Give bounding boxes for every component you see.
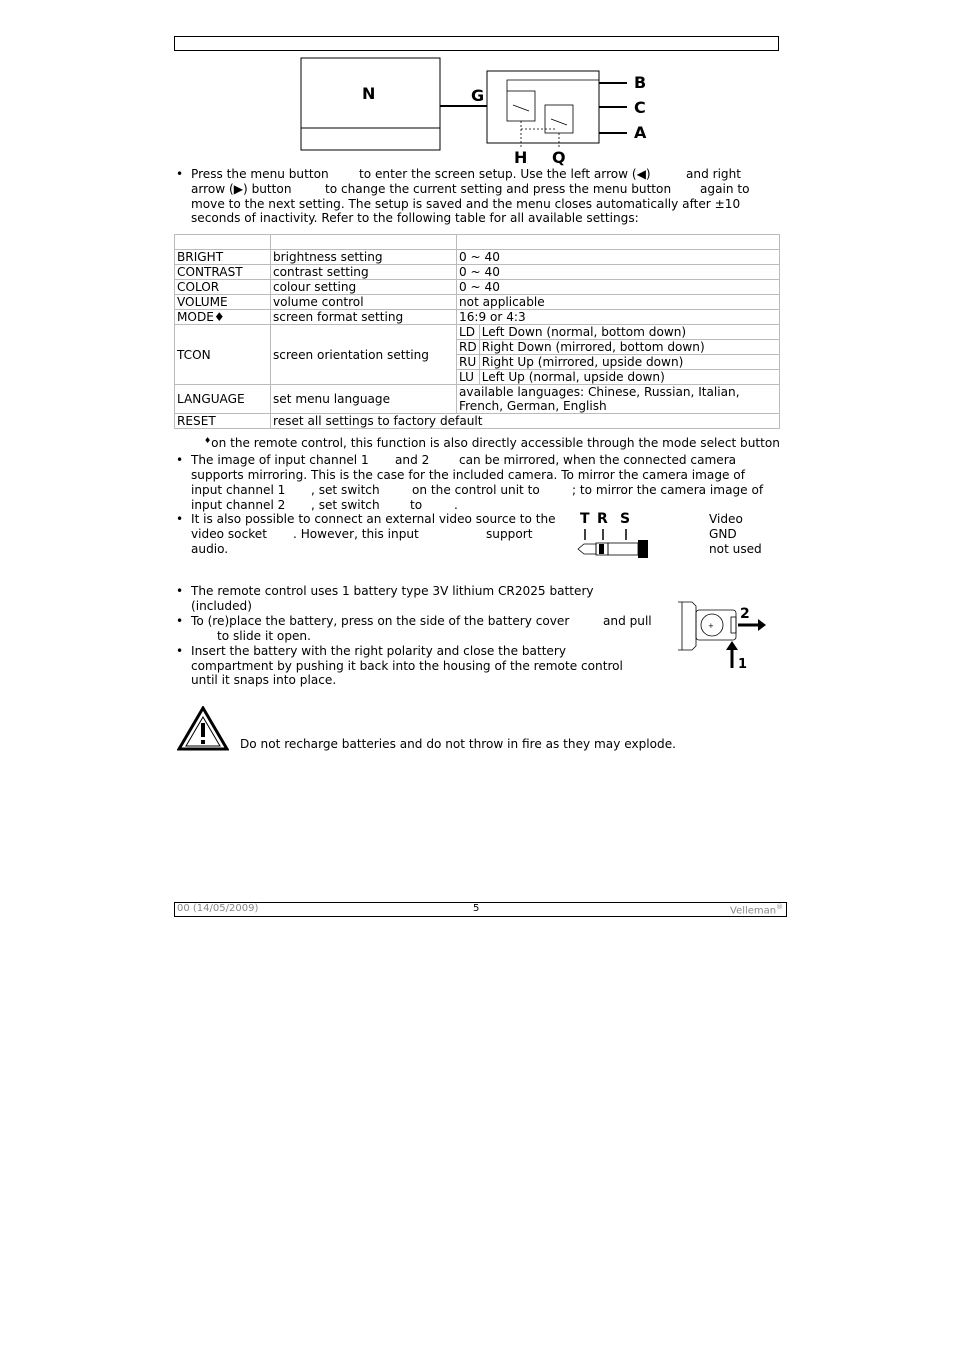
setting-desc: colour setting <box>271 280 457 295</box>
text-line: The image of input channel 1 <box>191 453 369 467</box>
text-line: video socket <box>191 527 267 541</box>
option-label: Right Up (mirrored, upside down) <box>479 355 779 370</box>
bullet: • <box>176 614 184 628</box>
setting-value <box>457 385 780 414</box>
setting-value: 0 ~ 40 <box>457 250 780 265</box>
bullet: • <box>176 167 184 181</box>
setting-name: TCON <box>175 325 271 385</box>
footer-version: 00 (14/05/2009) <box>177 903 259 914</box>
footer-brand <box>730 903 783 916</box>
text-line: on the control unit to <box>412 483 540 497</box>
text-line: The remote control uses 1 battery type 3V lithium CR2025 battery <box>191 584 594 598</box>
text-line: and right <box>686 167 742 181</box>
settings-table <box>174 234 780 429</box>
setting-desc: brightness setting <box>271 250 457 265</box>
text-line: ; to mirror the camera image of <box>572 483 764 497</box>
text-line: to <box>410 498 423 512</box>
text-line: support <box>486 527 533 541</box>
table-row <box>175 250 780 265</box>
setting-value: 16:9 or 4:3 <box>457 310 780 325</box>
jack-label-r: R <box>597 511 608 527</box>
inner-wire <box>507 80 599 91</box>
text-line: . <box>454 498 458 512</box>
header-cell <box>457 235 780 250</box>
registered-mark: ® <box>776 903 784 911</box>
setting-desc: volume control <box>271 295 457 310</box>
setting-desc: screen format setting <box>271 310 457 325</box>
diamond-mark: ♦ <box>204 436 212 445</box>
setting-name: VOLUME <box>175 295 271 310</box>
label-g: G <box>471 86 485 105</box>
text-line: To (re)place the battery, press on the side of the battery cover <box>191 614 570 628</box>
bullet: • <box>176 512 184 526</box>
remote-housing <box>678 602 696 650</box>
text-line: , set switch <box>311 483 380 497</box>
text-line: seconds of inactivity. Refer to the following table for all available settings: <box>191 211 639 225</box>
value-line: available languages: Chinese, Russian, Italian, <box>459 385 740 399</box>
text-line: to change the current setting and press the menu button <box>325 182 672 196</box>
setting-desc: screen orientation setting <box>271 325 457 385</box>
text-line: until it snaps into place. <box>191 673 337 687</box>
option-label: Left Down (normal, bottom down) <box>479 325 779 340</box>
setting-desc: reset all settings to factory default <box>271 414 780 429</box>
battery-figure <box>674 596 770 672</box>
label-c: C <box>634 98 646 117</box>
header-cell <box>175 235 271 250</box>
jack-handle <box>638 540 648 558</box>
setting-name: LANGUAGE <box>175 385 271 414</box>
text-line: and 2 <box>395 453 430 467</box>
table-row <box>175 265 780 280</box>
switch-q-lever <box>551 119 567 125</box>
brand-name: Velleman <box>730 905 777 917</box>
setting-desc: contrast setting <box>271 265 457 280</box>
text-line: move to the next setting. The setup is saved and the menu closes automatically after ±10 <box>191 197 741 211</box>
text-line: input channel 1 <box>191 483 286 497</box>
table-row <box>175 414 780 429</box>
plus-sign: + <box>708 622 714 630</box>
jack-ring-band <box>599 544 604 554</box>
setting-desc: set menu language <box>271 385 457 414</box>
option-code: LD <box>457 325 480 340</box>
text-line: (included) <box>191 599 252 613</box>
page-number: 5 <box>473 903 480 914</box>
text-line: input channel 2 <box>191 498 286 512</box>
label-q: Q <box>552 148 566 167</box>
pin-gnd: GND <box>709 526 737 541</box>
text-line: to slide it open. <box>217 629 311 643</box>
text-line: . However, this input <box>293 527 419 541</box>
table-row <box>175 295 780 310</box>
jack-label-t: T <box>580 511 590 527</box>
table-row <box>175 310 780 325</box>
table-note <box>204 434 780 451</box>
cover-latch <box>731 617 736 633</box>
table-row <box>175 385 780 414</box>
text-line: It is also possible to connect an external video source to the <box>191 512 556 526</box>
connection-diagram <box>295 55 665 170</box>
setting-name: CONTRAST <box>175 265 271 280</box>
warning-text: Do not recharge batteries and do not throw in fire as they may explode. <box>240 737 677 751</box>
control-unit-box <box>487 71 599 143</box>
pin-not-used: not used <box>709 541 762 556</box>
setting-name: COLOR <box>175 280 271 295</box>
option-code: RD <box>457 340 480 355</box>
jack-sleeve <box>608 543 638 555</box>
text-line: arrow (▶) button <box>191 182 292 196</box>
value-line: French, German, English <box>459 399 607 413</box>
label-n: N <box>362 84 376 103</box>
text-line: Insert the battery with the right polarity and close the battery <box>191 644 567 658</box>
jack-label-s: S <box>620 511 631 527</box>
text-line: , set switch <box>311 498 380 512</box>
table-row <box>175 325 780 340</box>
monitor-box <box>301 58 440 150</box>
text-line: can be mirrored, when the connected camera <box>459 453 737 467</box>
option-label: Right Down (mirrored, bottom down) <box>479 340 779 355</box>
jack-plug-figure <box>574 509 658 561</box>
text-line: audio. <box>191 542 229 556</box>
setting-name: RESET <box>175 414 271 429</box>
warning-triangle-icon <box>177 706 229 752</box>
label-b: B <box>634 73 647 92</box>
option-code: LU <box>457 370 480 385</box>
text-line: and pull <box>603 614 652 628</box>
step-2-label: 2 <box>740 606 750 622</box>
switch-h <box>507 91 535 121</box>
bullet: • <box>176 644 184 658</box>
text-line: to enter the screen setup. Use the left arrow (◀) <box>359 167 651 181</box>
setting-name: BRIGHT <box>175 250 271 265</box>
option-label: Left Up (normal, upside down) <box>479 370 779 385</box>
option-code: RU <box>457 355 480 370</box>
label-h: H <box>514 148 528 167</box>
arrow-pull-head <box>758 619 766 631</box>
note-text: on the remote control, this function is also directly accessible through the mode select button <box>211 436 780 450</box>
label-a: A <box>634 123 647 142</box>
setting-name: MODE♦ <box>175 310 271 325</box>
arrow-press-head <box>726 641 738 650</box>
jack-pin-list <box>709 512 762 556</box>
step-1-label: 1 <box>738 657 748 672</box>
footer-box <box>174 902 787 917</box>
setting-value: 0 ~ 40 <box>457 280 780 295</box>
setting-value: 0 ~ 40 <box>457 265 780 280</box>
pin-video: Video <box>709 512 743 526</box>
table-header-row <box>175 235 780 250</box>
setting-value: not applicable <box>457 295 780 310</box>
text-line: compartment by pushing it back into the housing of the remote control <box>191 659 623 673</box>
text-line: again to <box>700 182 750 196</box>
switch-h-lever <box>513 105 529 111</box>
bullet: • <box>176 584 184 598</box>
header-cell <box>271 235 457 250</box>
bullet: • <box>176 453 184 467</box>
text-line: supports mirroring. This is the case for the included camera. To mirror the camera image of <box>191 468 745 482</box>
jack-tip <box>578 544 596 554</box>
header-box <box>174 36 779 51</box>
text-line: Press the menu button <box>191 167 329 181</box>
table-row <box>175 280 780 295</box>
